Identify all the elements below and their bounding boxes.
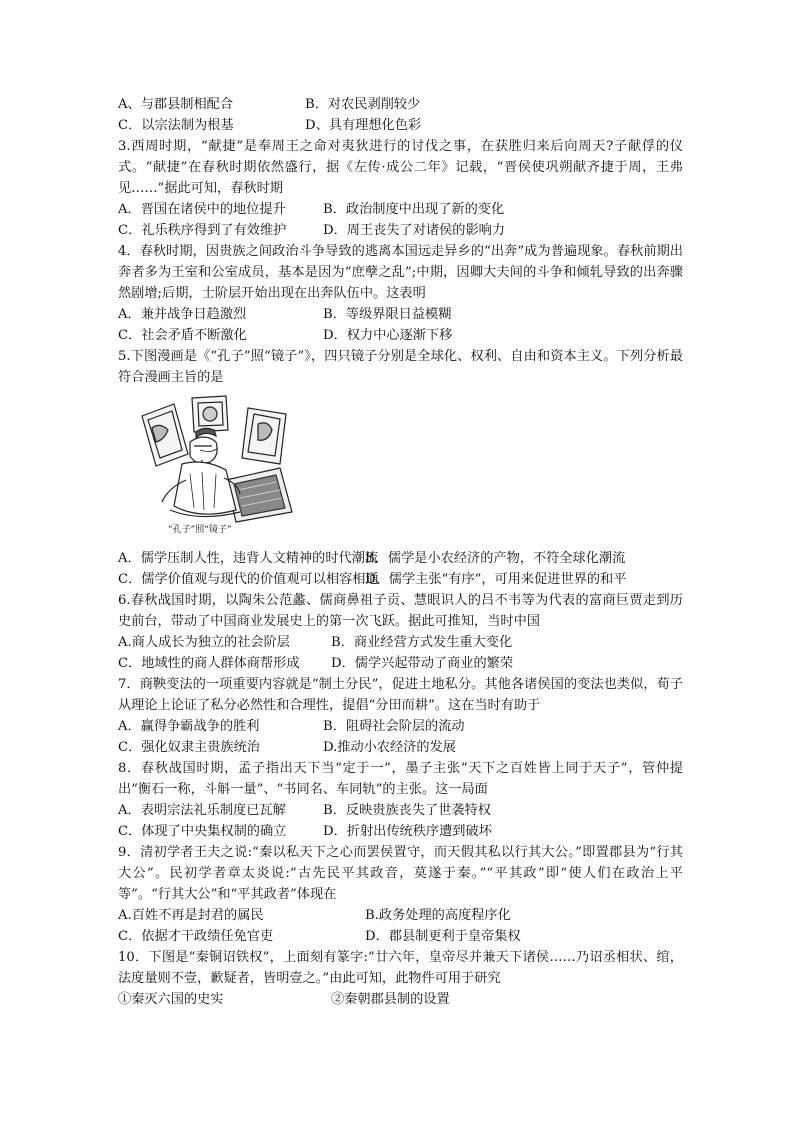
q9-option-d: D．郡县制更利于皇帝集权 bbox=[365, 929, 521, 944]
q9-options-row-1 bbox=[118, 905, 683, 926]
q4-option-b: B．等级界限日益模糊 bbox=[323, 307, 452, 322]
q6-options-row-1 bbox=[118, 632, 683, 653]
q3-option-d: D．周王丧失了对诸侯的影响力 bbox=[323, 223, 506, 238]
question-text-block bbox=[118, 94, 683, 1010]
q8-options-row-2 bbox=[118, 821, 683, 842]
q10-option-2: ②秦朝郡县制的设置 bbox=[331, 992, 450, 1007]
q2-option-c: C．以宗法制为根基 bbox=[118, 118, 234, 133]
q6-option-b: B．商业经营方式发生重大变化 bbox=[331, 635, 513, 650]
q9-option-b: B.政务处理的高度程序化 bbox=[365, 908, 511, 923]
q8-option-a: A．表明宗法礼乐制度已瓦解 bbox=[118, 803, 286, 818]
q3-option-c: C．礼乐秩序得到了有效维护 bbox=[118, 223, 287, 238]
question-7-stem: 7．商鞅变法的一项重要内容就是“制土分民”，促进土地私分。其他各诸侯国的变法也类似，荀子从理论上论证了私分必然性和合理性，提倡“分田而耕”。这在当时有助于 bbox=[118, 677, 683, 713]
question-6-stem: 6.春秋战国时期，以陶朱公范蠡、儒商鼻祖子贡、慧眼识人的吕不韦等为代表的富商巨贾走到历史前台，带动了中国商业发展史上的第一次飞跃。据此可推知，当时中国 bbox=[118, 593, 683, 629]
q9-option-c: C．依据才干政绩任免官吏 bbox=[118, 929, 274, 944]
q7-option-d: D.推动小农经济的发展 bbox=[323, 740, 456, 755]
q5-option-d: D、儒学主张“有序”，可用来促进世界的和平 bbox=[365, 572, 627, 587]
q3-options-row-2 bbox=[118, 220, 683, 241]
q2-option-b: B．对农民剥削较少 bbox=[305, 97, 421, 112]
q2-options-row-1 bbox=[118, 94, 683, 115]
q9-options-row-2 bbox=[118, 926, 683, 947]
q6-option-c: C．地域性的商人群体商帮形成 bbox=[118, 656, 300, 671]
q7-options-row-2 bbox=[118, 737, 683, 758]
q6-options-row-2 bbox=[118, 653, 683, 674]
question-10-stem: 10．下图是“秦铜诏铁权”，上面刻有篆字:“廿六年，皇帝尽并兼天下诸侯……乃诏丞相状、绾，法度量则不壹，歉疑者，皆明壹之。”由此可知，此物件可用于研究 bbox=[118, 950, 683, 986]
q2-option-d: D、具有理想化色彩 bbox=[305, 118, 422, 133]
q4-option-a: A．兼并战争日趋激烈 bbox=[118, 307, 247, 322]
question-5-stem: 5.下图漫画是《“孔子”照“镜子”》，四只镜子分别是全球化、权利、自由和资本主义。下列分析最符合漫画主旨的是 bbox=[118, 349, 683, 385]
q3-option-a: A．晋国在诸侯中的地位提升 bbox=[118, 202, 286, 217]
q4-option-d: D．权力中心逐渐下移 bbox=[323, 328, 453, 343]
q2-option-a: A、与郡县制相配合 bbox=[118, 97, 234, 112]
q5-options-row-1 bbox=[118, 548, 683, 569]
q7-option-b: B．阻碍社会阶层的流动 bbox=[323, 719, 465, 734]
q5-option-a: A．儒学压制人性，违背人文精神的时代潮流 bbox=[118, 551, 379, 566]
q3-option-b: B．政治制度中出现了新的变化 bbox=[323, 202, 505, 217]
q8-option-d: D．折射出传统秩序遭到破坏 bbox=[323, 824, 492, 839]
question-9-stem: 9．清初学者王夫之说:“秦以私天下之心而罢侯置守，而天假其私以行其大公。”即置郡县为“行其大公”。民初学者章太炎说:“古先民平其政音，莫遂于秦。”“平其政”即“使人们在政治上平等”。“行其大公”和“平其政者”体现在 bbox=[118, 845, 683, 902]
q8-options-row-1 bbox=[118, 800, 683, 821]
question-8-stem: 8．春秋战国时期，孟子指出天下当“定于一”，墨子主张“天下之百姓皆上同于天子”，管仲提出“衡石一称，斗斛一量”、“书同名、车同轨”的主张。这一局面 bbox=[118, 761, 683, 797]
q6-option-a: A.商人成长为独立的社会阶层 bbox=[118, 635, 290, 650]
confucius-mirror-cartoon bbox=[130, 394, 305, 548]
q7-option-c: C．强化奴隶主贵族统治 bbox=[118, 740, 260, 755]
q2-options-row-2 bbox=[118, 115, 683, 136]
question-4-stem: 4．春秋时期，因贵族之间政治斗争导致的逃离本国远走异乡的“出奔”成为普遍现象。春秋前期出奔者多为王室和公室成员，基本是因为“庶孽之乱”;中期，因卿大夫间的斗争和倾轧导致的出奔骤然剧增;后期，士阶层开始出现在出奔队伍中。这表明 bbox=[118, 244, 683, 301]
q7-option-a: A．赢得争霸战争的胜利 bbox=[118, 719, 260, 734]
q10-option-1: ①秦灭六国的史实 bbox=[118, 992, 224, 1007]
q10-options-row-1 bbox=[118, 989, 683, 1010]
q5-option-c: C．儒学价值观与现代的价值观可以相容相通 bbox=[118, 572, 379, 587]
q4-options-row-2 bbox=[118, 325, 683, 346]
question-3-stem: 3.西周时期，“献捷”是奉周王之命对夷狄进行的讨伐之事，在获胜归来后向周天?子献俘的仪式。“献捷”在春秋时期依然盛行，据《左传·成公二年》记载，“晋侯使巩朔献齐捷于周，王弗见……”据此可知，春秋时期 bbox=[118, 139, 683, 196]
q4-option-c: C．社会矛盾不断激化 bbox=[118, 328, 247, 343]
q9-option-a: A.百姓不再是封君的属民 bbox=[118, 908, 264, 923]
q7-options-row-1 bbox=[118, 716, 683, 737]
q3-options-row-1 bbox=[118, 199, 683, 220]
q8-option-c: C．体现了中央集权制的确立 bbox=[118, 824, 287, 839]
q6-option-d: D．儒学兴起带动了商业的繁荣 bbox=[331, 656, 514, 671]
q5-options-row-2 bbox=[118, 569, 683, 590]
q5-option-b: B．儒学是小农经济的产物，不符全球化潮流 bbox=[365, 551, 626, 566]
q4-options-row-1 bbox=[118, 304, 683, 325]
cartoon-illustration bbox=[130, 394, 305, 524]
cartoon-caption: “孔子”照“镜子” bbox=[168, 525, 232, 535]
q8-option-b: B．反映贵族丧失了世袭特权 bbox=[323, 803, 491, 818]
